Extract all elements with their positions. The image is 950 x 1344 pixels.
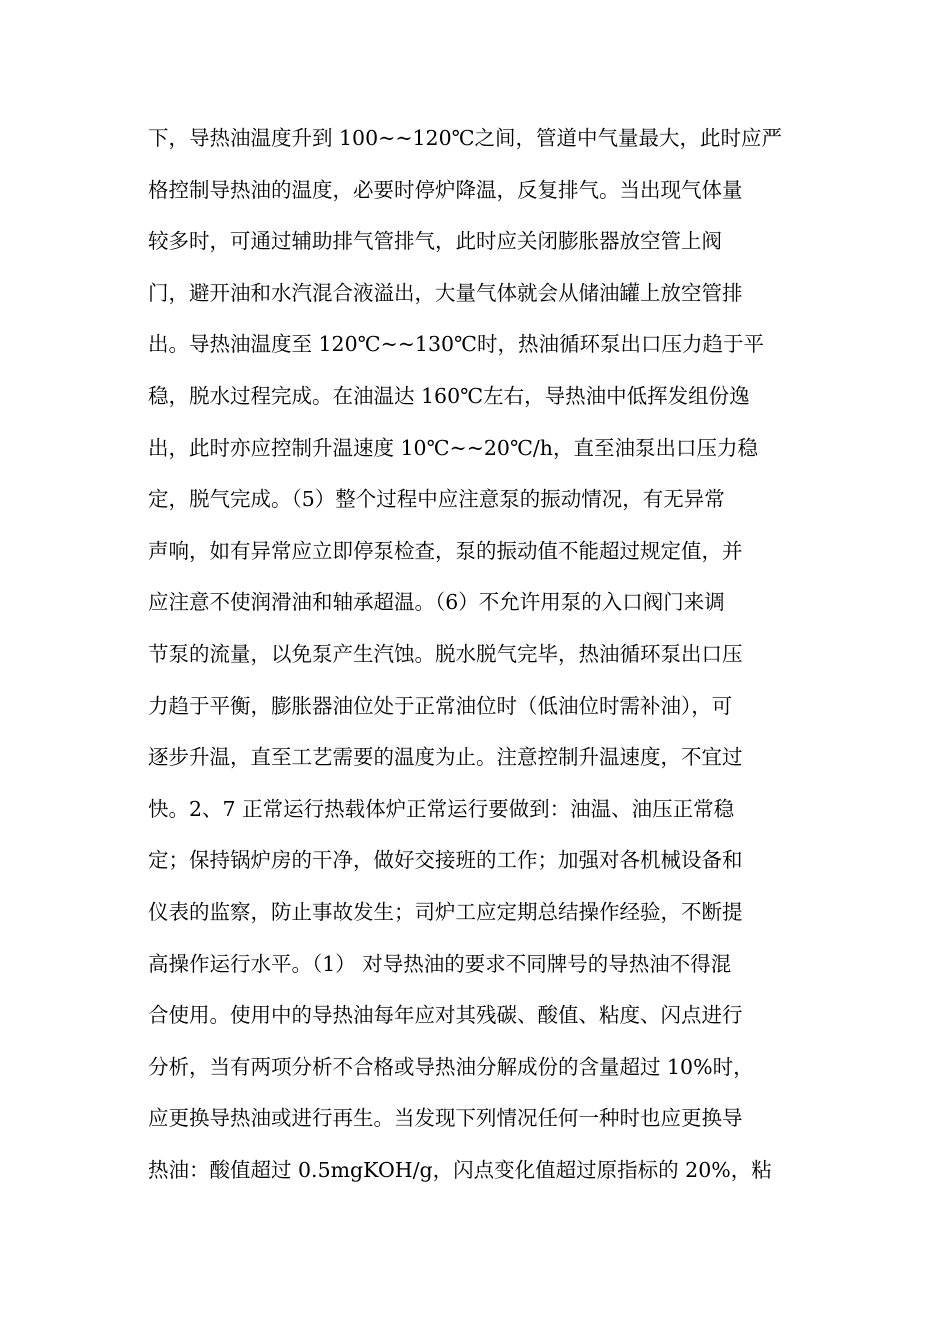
body-text [148,113,808,1196]
text-line-20: 应更换导热油或进行再生。当发现下列情况任何一种时也应更换导 [148,1106,743,1131]
text-line-14: 快。2、7 正常运行热载体炉正常运行要做到：油温、油压正常稳 [148,796,735,821]
text-line-1: 下，导热油温度升到 100~~120℃之间，管道中气量最大，此时应严 [148,126,783,150]
text-line-4: 门，避开油和水汽混合液溢出，大量气体就会从储油罐上放空管排 [148,280,743,305]
text-line-19: 分析，当有两项分析不合格或导热油分解成份的含量超过 10%时， [148,1054,754,1079]
text-line-8: 定，脱气完成。（5）整个过程中应注意泵的振动情况，有无异常 [148,487,725,512]
text-line-13: 逐步升温，直至工艺需要的温度为止。注意控制升温速度，不宜过 [148,745,743,770]
text-line-21: 热油：酸值超过 0.5mgKOH/g，闪点变化值超过原指标的 20%，粘 [148,1157,772,1182]
text-line-18: 合使用。使用中的导热油每年应对其残碳、酸值、粘度、闪点进行 [148,1003,743,1028]
text-line-3: 较多时，可通过辅助排气管排气，此时应关闭膨胀器放空管上阀 [148,229,722,254]
text-line-11: 节泵的流量，以免泵产生汽蚀。脱水脱气完毕，热油循环泵出口压 [148,641,743,666]
text-line-15: 定；保持锅炉房的干净，做好交接班的工作；加强对各机械设备和 [148,848,743,873]
text-line-7: 出，此时亦应控制升温速度 10℃~~20℃/h，直至油泵出口压力稳 [148,435,759,460]
text-line-9: 声响，如有异常应立即停泵检查，泵的振动值不能超过规定值，并 [148,538,743,563]
text-line-2: 格控制导热油的温度，必要时停炉降温，反复排气。当出现气体量 [148,177,743,202]
text-line-16: 仪表的监察，防止事故发生；司炉工应定期总结操作经验，不断提 [148,899,743,924]
text-line-12: 力趋于平衡，膨胀器油位处于正常油位时（低油位时需补油），可 [148,693,733,718]
text-line-17: 高操作运行水平。（1） 对导热油的要求不同牌号的导热油不得混 [148,951,732,976]
text-line-10: 应注意不使润滑油和轴承超温。（6）不允许用泵的入口阀门来调 [148,590,725,615]
text-line-5: 出。导热油温度至 120℃~~130℃时，热油循环泵出口压力趋于平 [148,332,764,357]
text-line-6: 稳，脱水过程完成。在油温达 160℃左右，导热油中低挥发组份逸 [148,383,750,408]
